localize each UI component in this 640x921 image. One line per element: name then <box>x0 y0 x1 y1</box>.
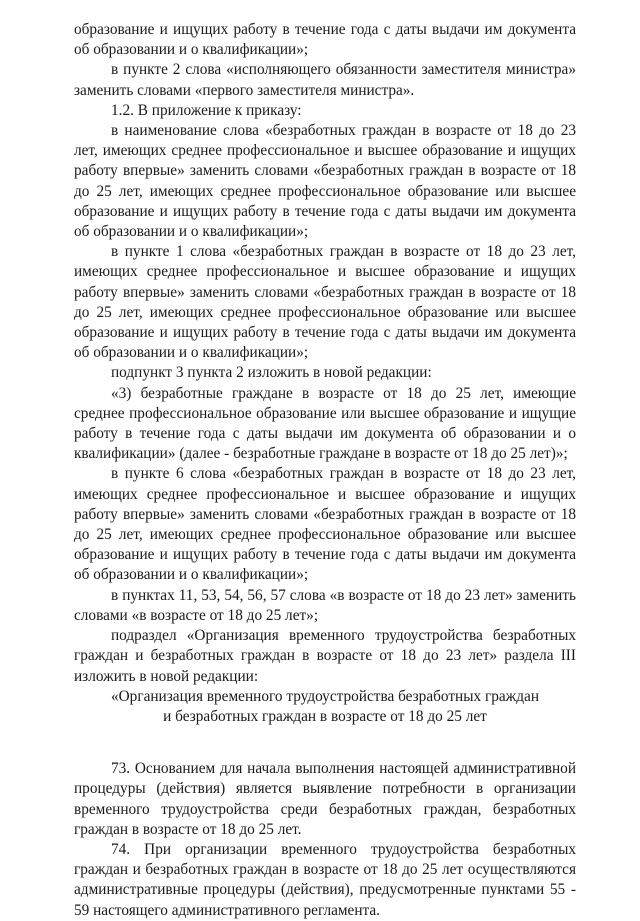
document-body <box>74 20 576 921</box>
paragraph-subsection: подраздел «Организация временного трудоустройства безработных граждан и безработных граждан в возрасте от 18 до 23 лет» раздела III изложить в новой редакции: <box>74 627 576 685</box>
paragraph-subpoint-3-text: «3) безработные граждане в возрасте от 18 до 25 лет, имеющие среднее профессиональное образование или высшее образование и ищущие работу в течение года с даты выдачи им документа об образовании и о квалификации» (далее - безработные граждане в возрасте от 18 до 25 лет)»; <box>74 384 576 463</box>
paragraph-point-2: в пункте 2 слова «исполняющего обязанности заместителя министра» заменить словами «первого заместителя министра». <box>74 61 576 99</box>
paragraph-point-1: в пункте 1 слова «безработных граждан в возрасте от 18 до 23 лет, имеющих среднее профессиональное и высшее образование и ищущих работу впервые» заменить словами «безработных граждан в возрасте от 18 до 25 лет, имеющих среднее профессиональное образование или высшее образование и ищущих работу в течение года с даты выдачи им документа об образовании и о квалификации»; <box>74 243 576 362</box>
spacer <box>74 727 576 759</box>
paragraph-subpoint-3: подпункт 3 пункта 2 изложить в новой редакции: <box>111 364 432 382</box>
paragraph-points-list: в пунктах 11, 53, 54, 56, 57 слова «в возрасте от 18 до 23 лет» заменить словами «в возрасте от 18 до 25 лет»; <box>74 586 576 624</box>
paragraph-continuation: образование и ищущих работу в течение года с даты выдачи им документа об образовании и о квалификации»; <box>74 21 576 59</box>
paragraph-item-73: 73. Основанием для начала выполнения настоящей административной процедуры (действия) является выявление потребности в организации временного трудоустройства среди безработных граждан, безработных граждан в возрасте от 18 до 25 лет. <box>74 760 576 838</box>
paragraph-point-6: в пункте 6 слова «безработных граждан в возрасте от 18 до 23 лет, имеющих среднее профессиональное и высшее образование и ищущих работу впервые» заменить словами «безработных граждан в возрасте от 18 до 25 лет, имеющих среднее профессиональное образование или высшее образование и ищущих работу в течение года с даты выдачи им документа об образовании и о квалификации»; <box>74 465 576 584</box>
subsection-heading-line-2: и безработных граждан в возрасте от 18 до 25 лет <box>163 707 487 725</box>
paragraph-section-1-2: 1.2. В приложение к приказу: <box>111 101 302 119</box>
paragraph-item-74: 74. При организации временного трудоустройства безработных граждан и безработных граждан в возрасте от 18 до 25 лет осуществляются административные процедуры (действия), предусмотренные пунктами 55 - 59 настоящего административного регламента. <box>74 840 576 919</box>
subsection-heading-line-1: «Организация временного трудоустройства безработных граждан <box>110 687 540 705</box>
paragraph-title-change: в наименование слова «безработных граждан в возрасте от 18 до 23 лет, имеющих среднее профессиональное и высшее образование и ищущих работу впервые» заменить словами «безработных граждан в возрасте от 18 до 25 лет, имеющих среднее профессиональное образование или высшее образование и ищущих работу в течение года с даты выдачи им документа об образовании и о квалификации»; <box>74 122 576 241</box>
